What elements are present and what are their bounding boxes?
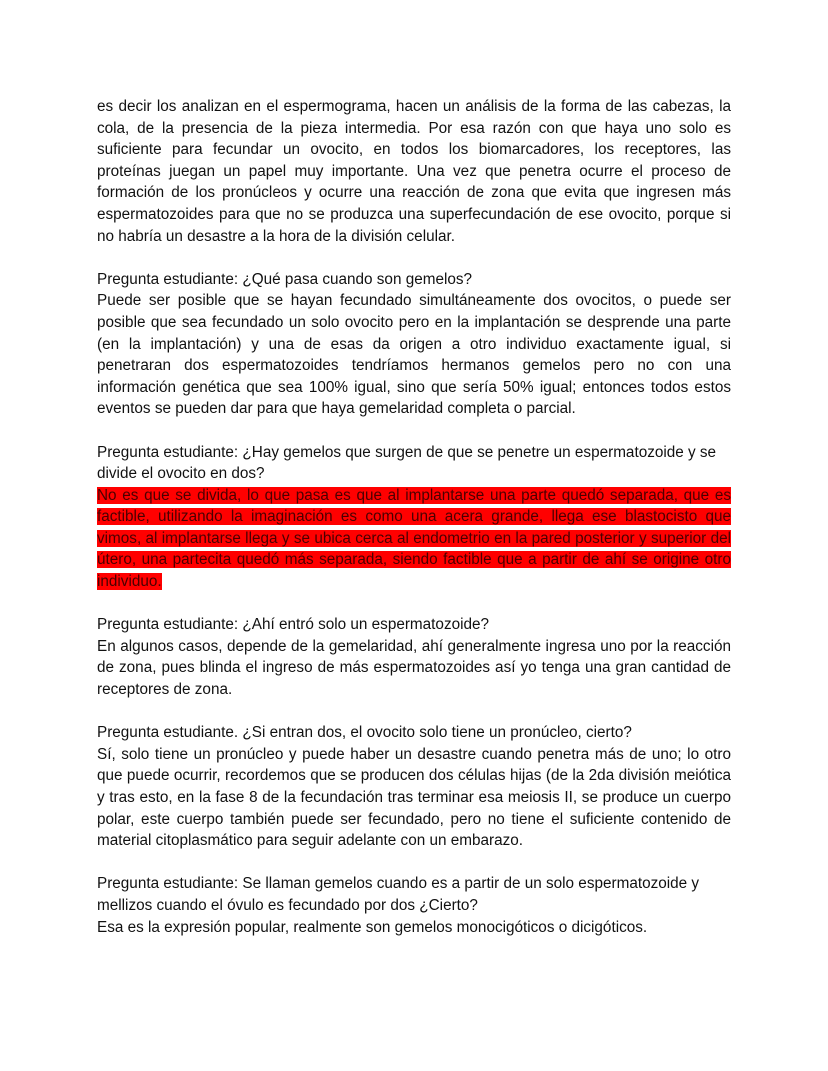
qa-block-pronucleus [97, 722, 731, 852]
qa-block-one-sperm [97, 614, 731, 700]
qa-block-division [97, 442, 731, 593]
student-question: Pregunta estudiante: ¿Qué pasa cuando son gemelos? [97, 270, 473, 288]
teacher-answer: Esa es la expresión popular, realmente son gemelos monocigóticos o dicigóticos. [97, 918, 648, 936]
qa-block-twins [97, 269, 731, 420]
teacher-answer: Sí, solo tiene un pronúcleo y puede haber un desastre cuando penetra más de uno; lo otro que puede ocurrir, recordemos que se producen dos células hijas (de la 2da división meiótica y tras esto, en la fase 8 de la fecundación tras terminar esa meiosis II, se produce un cuerpo polar, este cuerpo también puede ser fecundado, pero no tiene el suficiente contenido de material citoplasmático para seguir adelante con un embarazo. [97, 745, 731, 850]
student-question: Pregunta estudiante: ¿Ahí entró solo un espermatozoide? [97, 616, 490, 634]
student-question: Pregunta estudiante: Se llaman gemelos cuando es a partir de un solo espermatozoide y mellizos cuando el óvulo es fecundado por dos ¿Cierto? [97, 875, 700, 914]
qa-block-terminology [97, 873, 731, 938]
highlighted-answer [97, 485, 731, 593]
document-body [97, 96, 731, 938]
intro-paragraph: es decir los analizan en el espermograma, hacen un análisis de la forma de las cabezas, la cola, de la presencia de la pieza intermedia. Por esa razón con que haya uno solo es suficiente para fecundar un ovocito, en todos los biomarcadores, los receptores, las proteínas juegan un papel muy importante. Una vez que penetra ocurre el proceso de formación de los pronúcleos y ocurre una reacción de zona que evita que ingresen más espermatozoides para que no se produzca una superfecundación de ese ovocito, porque si no habría un desastre a la hora de la división celular. [97, 98, 731, 245]
highlight-mark: No es que se divida, lo que pasa es que al implantarse una parte quedó separada, que es factible, utilizando la imaginación es como una acera grande, llega ese blastocisto que vimos, al implantarse llega y se ubica cerca al endometrio en la pared posterior y superior del útero, una partecita quedó más separada, siendo factible que a partir de ahí se origine otro individuo. [97, 486, 731, 591]
teacher-answer: En algunos casos, depende de la gemelaridad, ahí generalmente ingresa uno por la reacción de zona, pues blinda el ingreso de más espermatozoides así yo tenga una gran cantidad de receptores de zona. [97, 637, 731, 699]
teacher-answer: Puede ser posible que se hayan fecundado simultáneamente dos ovocitos, o puede ser posible que sea fecundado un solo ovocito pero en la implantación se desprende una parte (en la implantación) y una de esas da origen a otro individuo exactamente igual, si penetraran dos espermatozoides tendríamos hermanos gemelos pero no con una información genética que sea 100% igual, sino que sería 50% igual; entonces todos estos eventos se pueden dar para que haya gemelaridad completa o parcial. [97, 292, 731, 418]
student-question: Pregunta estudiante. ¿Si entran dos, el ovocito solo tiene un pronúcleo, cierto? [97, 724, 632, 742]
student-question: Pregunta estudiante: ¿Hay gemelos que surgen de que se penetre un espermatozoide y se divide el ovocito en dos? [97, 443, 717, 483]
